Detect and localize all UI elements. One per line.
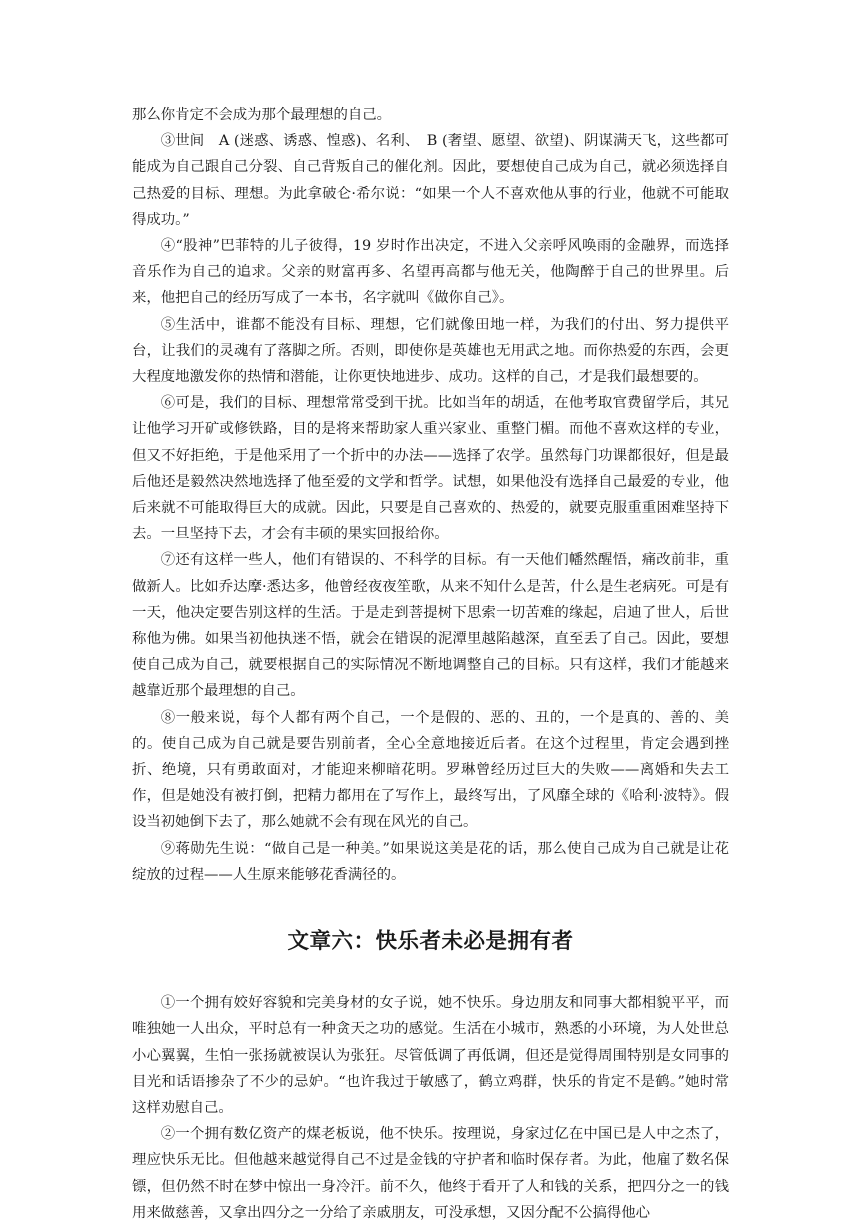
paragraph-4: ④“股神”巴菲特的儿子彼得，19 岁时作出决定，不进入父亲呼风唤雨的金融界，而选择音乐作为自己的追求。父亲的财富再多、名望再高都与他无关，他陶醉于自己的世界里。后来，他把自己的经历写成了一本书，名字就叫《做你自己》。 xyxy=(132,238,729,307)
article-five-continuation xyxy=(132,102,729,888)
paragraph-5: ⑤生活中，谁都不能没有目标、理想，它们就像田地一样，为我们的付出、努力提供平台，让我们的灵魂有了落脚之所。否则，即使你是英雄也无用武之地。而你热爱的东西，会更大程度地激发你的热情和潜能，让你更快地进步、成功。这样的自己，才是我们最想要的。 xyxy=(132,316,729,386)
paragraph-2: ②一个拥有数亿资产的煤老板说，他不快乐。按理说，身家过亿在中国已是人中之杰了，理应快乐无比。但他越来越觉得自己不过是金钱的守护者和临时保存者。为此，他雇了数名保镖，但仍然不时在梦中惊出一身冷汗。前不久，他终于看开了人和钱的关系，把四分之一的钱用来做慈善，又拿出四分之一分给了亲戚朋友，可没承想，又因分配不公搞得他心 xyxy=(132,1126,729,1221)
paragraph-1: ①一个拥有姣好容貌和完美身材的女子说，她不快乐。身边朋友和同事大都相貌平平，而唯独她一人出众，平时总有一种贪天之功的感觉。生活在小城市，熟悉的小环境，为人处世总小心翼翼，生怕一张扬就被误认为张狂。尽管低调了再低调，但还是觉得周围特别是女同事的目光和话语掺杂了不少的忌妒。“也许我过于敏感了，鹤立鸡群，快乐的肯定不是鹤。”她时常这样劝慰自己。 xyxy=(132,995,729,1116)
paragraph-6: ⑥可是，我们的目标、理想常常受到干扰。比如当年的胡适，在他考取官费留学后，其兄让他学习开矿或修铁路，目的是将来帮助家人重兴家业、重整门楣。而他不喜欢这样的专业，但又不好拒绝，于是他采用了一个折中的办法——选择了农学。虽然每门功课都很好，但是最后他还是毅然决然地选择了他至爱的文学和哲学。试想，如果他没有选择自己最爱的专业，他后来就不可能取得巨大的成就。因此，只要是自己喜欢的、热爱的，就要克服重重困难坚持下去。一旦坚持下去，才会有丰硕的果实回报给你。 xyxy=(132,395,729,543)
paragraph-7: ⑦还有这样一些人，他们有错误的、不科学的目标。有一天他们幡然醒悟，痛改前非，重做新人。比如乔达摩·悉达多，他曾经夜夜笙歌，从来不知什么是苦，什么是生老病死。可是有一天，他决定要告别这样的生活。于是走到菩提树下思索一切苦难的缘起，启迪了世人，后世称他为佛。如果当初他执迷不悟，就会在错误的泥潭里越陷越深，直至丢了自己。因此，要想使自己成为自己，就要根据自己的实际情况不断地调整自己的目标。只有这样，我们才能越来越靠近那个最理想的自己。 xyxy=(132,552,729,700)
document-page xyxy=(132,102,729,1226)
paragraph-3: ③世间 A (迷惑、诱惑、惶惑)、名利、 B (奢望、愿望、欲望)、阴谋满天飞，这些都可能成为自己跟自己分裂、自己背叛自己的催化剂。因此，要想使自己成为自己，就必须选择自己热爱的目标、理想。为此拿破仑·希尔说：“如果一个人不喜欢他从事的行业，他就不可能取得成功。” xyxy=(132,133,729,228)
paragraph-8: ⑧一般来说，每个人都有两个自己，一个是假的、恶的、丑的，一个是真的、善的、美的。使自己成为自己就是要告别前者，全心全意地接近后者。在这个过程里，肯定会遇到挫折、绝境，只有勇敢面对，才能迎来柳暗花明。罗琳曾经历过巨大的失败——离婚和失去工作，但是她没有被打倒，把精力都用在了写作上，最终写出，了风靡全球的《哈利·波特》。假设当初她倒下去了，那么她就不会有现在风光的自己。 xyxy=(132,709,729,831)
article-six-body xyxy=(132,990,729,1226)
paragraph-continuation: 那么你肯定不会成为那个最理想的自己。 xyxy=(132,107,392,123)
paragraph-9: ⑨蒋勋先生说：“做自己是一种美。”如果说这美是花的话，那么使自己成为自己就是让花绽放的过程——人生原来能够花香满径的。 xyxy=(132,840,729,883)
article-six-title: 文章六：快乐者未必是拥有者 xyxy=(287,929,574,955)
